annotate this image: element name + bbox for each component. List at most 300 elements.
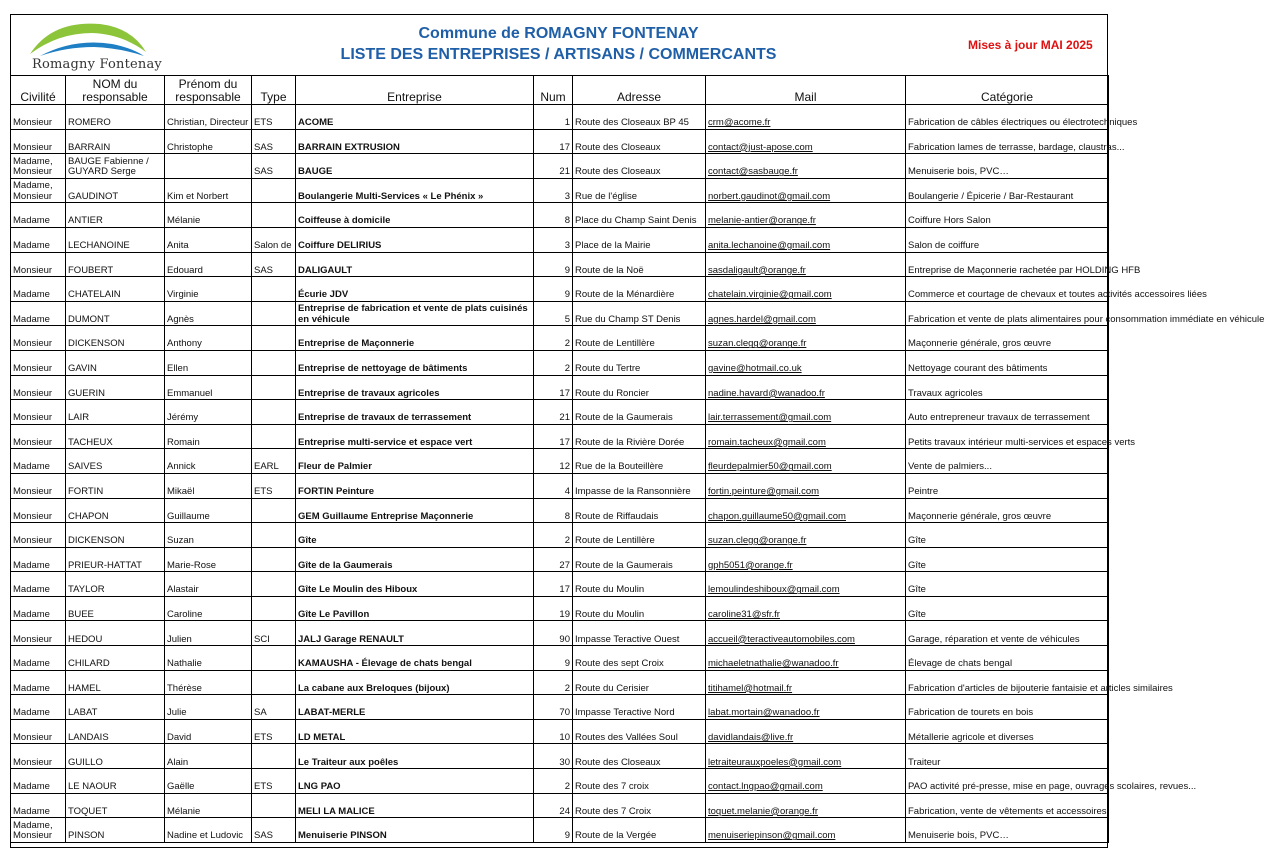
cell-prenom: Guillaume [165, 498, 252, 523]
cell-entreprise: Coiffeuse à domicile [296, 203, 534, 228]
table-row [11, 400, 1109, 425]
cell-mail[interactable]: menuiseriepinson@gmail.com [706, 818, 906, 843]
table-row [11, 154, 1109, 179]
col-prenom: Prénom du responsable [165, 76, 252, 105]
cell-civilite: Monsieur [11, 744, 66, 769]
page-subtitle: LISTE DES ENTREPRISES / ARTISANS / COMMERCANTS [340, 46, 777, 63]
cell-civilite: Madame, Monsieur [11, 818, 66, 843]
cell-categorie: Coiffure Hors Salon [906, 203, 1109, 228]
cell-civilite: Monsieur [11, 375, 66, 400]
cell-prenom [165, 154, 252, 179]
cell-mail[interactable]: norbert.gaudinot@gmail.com [706, 178, 906, 203]
cell-civilite: Madame [11, 277, 66, 302]
table-row [11, 473, 1109, 498]
cell-entreprise: Coiffure DELIRIUS [296, 227, 534, 252]
table-row [11, 572, 1109, 597]
cell-categorie: Menuiserie bois, PVC… [906, 818, 1109, 843]
cell-type [252, 203, 296, 228]
col-mail: Mail [706, 76, 906, 105]
cell-entreprise: GEM Guillaume Entreprise Maçonnerie [296, 498, 534, 523]
cell-categorie: Maçonnerie générale, gros œuvre [906, 326, 1109, 351]
cell-prenom: Caroline [165, 596, 252, 621]
table-row [11, 621, 1109, 646]
table-row [11, 670, 1109, 695]
cell-type [252, 375, 296, 400]
cell-adresse: Route du Cerisier [573, 670, 706, 695]
cell-categorie: Boulangerie / Épicerie / Bar-Restaurant [906, 178, 1109, 203]
cell-mail[interactable]: davidlandais@live.fr [706, 719, 906, 744]
cell-civilite: Madame [11, 695, 66, 720]
cell-mail[interactable]: suzan.clegg@orange.fr [706, 326, 906, 351]
cell-nom: SAIVES [66, 449, 165, 474]
cell-civilite: Monsieur [11, 129, 66, 154]
cell-nom: BARRAIN [66, 129, 165, 154]
cell-adresse: Route de la Gaumerais [573, 547, 706, 572]
cell-type: SA [252, 695, 296, 720]
cell-prenom: Romain [165, 424, 252, 449]
cell-num: 21 [534, 400, 573, 425]
cell-type [252, 400, 296, 425]
cell-num: 27 [534, 547, 573, 572]
cell-mail[interactable]: gph5051@orange.fr [706, 547, 906, 572]
update-notice: Mises à jour MAI 2025 [968, 38, 1093, 52]
cell-type [252, 350, 296, 375]
table-row [11, 252, 1109, 277]
cell-civilite: Monsieur [11, 473, 66, 498]
cell-civilite: Madame [11, 646, 66, 671]
table-row [11, 744, 1109, 769]
col-adresse: Adresse [573, 76, 706, 105]
cell-mail[interactable]: lemoulindeshiboux@gmail.com [706, 572, 906, 597]
cell-categorie: Gîte [906, 547, 1109, 572]
table-row [11, 547, 1109, 572]
cell-civilite: Madame [11, 572, 66, 597]
cell-entreprise: Fleur de Palmier [296, 449, 534, 474]
table-row [11, 375, 1109, 400]
table-row [11, 596, 1109, 621]
cell-type [252, 301, 296, 326]
table-row [11, 424, 1109, 449]
cell-type: SAS [252, 154, 296, 179]
cell-entreprise: LD METAL [296, 719, 534, 744]
cell-nom: CHATELAIN [66, 277, 165, 302]
table-row [11, 523, 1109, 548]
cell-adresse: Route des Closeaux [573, 129, 706, 154]
cell-civilite: Monsieur [11, 400, 66, 425]
cell-categorie: Travaux agricoles [906, 375, 1109, 400]
cell-prenom: Mélanie [165, 203, 252, 228]
cell-mail[interactable]: nadine.havard@wanadoo.fr [706, 375, 906, 400]
cell-adresse: Route des Closeaux [573, 744, 706, 769]
cell-num: 9 [534, 277, 573, 302]
companies-table [10, 75, 1264, 843]
cell-num: 2 [534, 350, 573, 375]
table-row [11, 498, 1109, 523]
cell-adresse: Impasse Teractive Ouest [573, 621, 706, 646]
cell-prenom: David [165, 719, 252, 744]
cell-num: 9 [534, 252, 573, 277]
cell-entreprise: Gîte Le Pavillon [296, 596, 534, 621]
cell-prenom: Alastair [165, 572, 252, 597]
cell-categorie: Entreprise de Maçonnerie rachetée par HOLDING HFB [906, 252, 1109, 277]
cell-type: SAS [252, 818, 296, 843]
cell-adresse: Rue de la Bouteillère [573, 449, 706, 474]
cell-nom: HEDOU [66, 621, 165, 646]
cell-adresse: Route de Lentillère [573, 326, 706, 351]
cell-num: 17 [534, 572, 573, 597]
cell-num: 90 [534, 621, 573, 646]
cell-categorie: Élevage de chats bengal [906, 646, 1109, 671]
cell-categorie: Nettoyage courant des bâtiments [906, 350, 1109, 375]
cell-mail[interactable]: chapon.guillaume50@gmail.com [706, 498, 906, 523]
cell-adresse: Route du Moulin [573, 572, 706, 597]
table-row [11, 793, 1109, 818]
cell-mail[interactable]: gavine@hotmail.co.uk [706, 350, 906, 375]
col-type: Type [252, 76, 296, 105]
cell-nom: BUEE [66, 596, 165, 621]
cell-nom: PINSON [66, 818, 165, 843]
cell-mail[interactable]: crm@acome.fr [706, 105, 906, 130]
cell-type [252, 793, 296, 818]
cell-prenom: Gaëlle [165, 769, 252, 794]
cell-entreprise: Écurie JDV [296, 277, 534, 302]
cell-num: 3 [534, 227, 573, 252]
cell-categorie: Fabrication lames de terrasse, bardage, claustras... [906, 129, 1109, 154]
cell-nom: TACHEUX [66, 424, 165, 449]
cell-categorie: Menuiserie bois, PVC… [906, 154, 1109, 179]
cell-num: 19 [534, 596, 573, 621]
cell-civilite: Madame [11, 449, 66, 474]
cell-num: 24 [534, 793, 573, 818]
cell-mail[interactable]: sasdaligault@orange.fr [706, 252, 906, 277]
cell-civilite: Madame [11, 547, 66, 572]
table-row [11, 129, 1109, 154]
cell-entreprise: Gîte [296, 523, 534, 548]
cell-categorie: Maçonnerie générale, gros œuvre [906, 498, 1109, 523]
cell-num: 1 [534, 105, 573, 130]
cell-categorie: Fabrication d'articles de bijouterie fantaisie et articles similaires [906, 670, 1109, 695]
cell-nom: LABAT [66, 695, 165, 720]
cell-nom: GAVIN [66, 350, 165, 375]
table-row [11, 695, 1109, 720]
cell-categorie: PAO activité pré-presse, mise en page, ouvrages scolaires, revues... [906, 769, 1109, 794]
cell-civilite: Madame, Monsieur [11, 154, 66, 179]
cell-type [252, 424, 296, 449]
table-row [11, 350, 1109, 375]
table-row [11, 105, 1109, 130]
cell-entreprise: KAMAUSHA - Élevage de chats bengal [296, 646, 534, 671]
cell-mail[interactable]: melanie-antier@orange.fr [706, 203, 906, 228]
cell-adresse: Route de Riffaudais [573, 498, 706, 523]
cell-adresse: Impasse Teractive Nord [573, 695, 706, 720]
cell-nom: GUERIN [66, 375, 165, 400]
cell-prenom: Anita [165, 227, 252, 252]
cell-num: 8 [534, 203, 573, 228]
cell-num: 4 [534, 473, 573, 498]
cell-categorie: Fabrication et vente de plats alimentaires pour consommation immédiate en véhicule [906, 301, 1109, 326]
cell-type: ETS [252, 769, 296, 794]
cell-prenom: Julie [165, 695, 252, 720]
cell-num: 12 [534, 449, 573, 474]
cell-type: Salon de [252, 227, 296, 252]
cell-categorie: Garage, réparation et vente de véhicules [906, 621, 1109, 646]
cell-categorie: Fabrication, vente de vêtements et accessoires [906, 793, 1109, 818]
cell-entreprise: LABAT-MERLE [296, 695, 534, 720]
cell-num: 3 [534, 178, 573, 203]
cell-type [252, 646, 296, 671]
cell-civilite: Madame [11, 596, 66, 621]
cell-type: ETS [252, 105, 296, 130]
cell-prenom: Christian, Directeur [165, 105, 252, 130]
cell-type: ETS [252, 719, 296, 744]
cell-num: 70 [534, 695, 573, 720]
cell-nom: TOQUET [66, 793, 165, 818]
cell-mail[interactable]: suzan.clegg@orange.fr [706, 523, 906, 548]
cell-categorie: Vente de palmiers... [906, 449, 1109, 474]
cell-entreprise: Gîte de la Gaumerais [296, 547, 534, 572]
cell-entreprise: Entreprise de travaux agricoles [296, 375, 534, 400]
cell-adresse: Route de la Gaumerais [573, 400, 706, 425]
cell-type [252, 277, 296, 302]
cell-num: 8 [534, 498, 573, 523]
cell-type [252, 326, 296, 351]
cell-categorie: Salon de coiffure [906, 227, 1109, 252]
cell-prenom: Julien [165, 621, 252, 646]
cell-num: 17 [534, 424, 573, 449]
cell-nom: GUILLO [66, 744, 165, 769]
cell-prenom: Marie-Rose [165, 547, 252, 572]
cell-civilite: Madame [11, 203, 66, 228]
cell-civilite: Monsieur [11, 498, 66, 523]
cell-categorie: Traiteur [906, 744, 1109, 769]
cell-civilite: Monsieur [11, 326, 66, 351]
cell-nom: FORTIN [66, 473, 165, 498]
cell-mail[interactable]: fleurdepalmier50@gmail.com [706, 449, 906, 474]
cell-adresse: Route des Closeaux BP 45 [573, 105, 706, 130]
cell-adresse: Place du Champ Saint Denis [573, 203, 706, 228]
table-row [11, 178, 1109, 203]
cell-type [252, 596, 296, 621]
cell-nom: DUMONT [66, 301, 165, 326]
cell-adresse: Route des 7 Croix [573, 793, 706, 818]
cell-civilite: Monsieur [11, 523, 66, 548]
col-civilite: Civilité [11, 76, 66, 105]
header-row [11, 76, 1109, 105]
cell-categorie: Fabrication de tourets en bois [906, 695, 1109, 720]
cell-adresse: Route des 7 croix [573, 769, 706, 794]
cell-adresse: Routes des Vallées Soul [573, 719, 706, 744]
cell-mail[interactable]: michaeletnathalie@wanadoo.fr [706, 646, 906, 671]
cell-prenom: Christophe [165, 129, 252, 154]
cell-nom: GAUDINOT [66, 178, 165, 203]
table-row [11, 203, 1109, 228]
cell-num: 2 [534, 326, 573, 351]
cell-mail[interactable]: caroline31@sfr.fr [706, 596, 906, 621]
cell-adresse: Route de la Rivière Dorée [573, 424, 706, 449]
cell-entreprise: BAUGE [296, 154, 534, 179]
cell-prenom: Emmanuel [165, 375, 252, 400]
col-nom: NOM du responsable [66, 76, 165, 105]
cell-num: 17 [534, 129, 573, 154]
cell-entreprise: FORTIN Peinture [296, 473, 534, 498]
cell-adresse: Route de Lentillère [573, 523, 706, 548]
cell-adresse: Route du Roncier [573, 375, 706, 400]
cell-civilite: Monsieur [11, 621, 66, 646]
table-row [11, 326, 1109, 351]
cell-adresse: Route des sept Croix [573, 646, 706, 671]
cell-nom: LECHANOINE [66, 227, 165, 252]
cell-type [252, 572, 296, 597]
cell-nom: FOUBERT [66, 252, 165, 277]
cell-mail[interactable]: accueil@teractiveautomobiles.com [706, 621, 906, 646]
cell-num: 17 [534, 375, 573, 400]
cell-nom: ANTIER [66, 203, 165, 228]
cell-entreprise: DALIGAULT [296, 252, 534, 277]
cell-nom: DICKENSON [66, 523, 165, 548]
cell-mail[interactable]: titihamel@hotmail.fr [706, 670, 906, 695]
cell-num: 2 [534, 670, 573, 695]
cell-num: 9 [534, 646, 573, 671]
cell-nom: LANDAIS [66, 719, 165, 744]
cell-num: 2 [534, 769, 573, 794]
cell-nom: DICKENSON [66, 326, 165, 351]
cell-entreprise: Entreprise multi-service et espace vert [296, 424, 534, 449]
cell-entreprise: Le Traiteur aux poêles [296, 744, 534, 769]
cell-prenom: Kim et Norbert [165, 178, 252, 203]
cell-categorie: Gîte [906, 596, 1109, 621]
cell-mail[interactable]: lair.terrassement@gmail.com [706, 400, 906, 425]
cell-prenom: Ellen [165, 350, 252, 375]
cell-mail[interactable]: contact@sasbauge.fr [706, 154, 906, 179]
cell-mail[interactable]: romain.tacheux@gmail.com [706, 424, 906, 449]
cell-mail[interactable]: chatelain.virginie@gmail.com [706, 277, 906, 302]
cell-type [252, 178, 296, 203]
cell-prenom: Thérèse [165, 670, 252, 695]
cell-type [252, 498, 296, 523]
table-row [11, 301, 1109, 326]
cell-civilite: Monsieur [11, 105, 66, 130]
cell-type [252, 744, 296, 769]
cell-adresse: Impasse de la Ransonnière [573, 473, 706, 498]
col-entreprise: Entreprise [296, 76, 534, 105]
table-row [11, 818, 1109, 843]
cell-num: 10 [534, 719, 573, 744]
table-row [11, 769, 1109, 794]
table-row [11, 646, 1109, 671]
cell-entreprise: Entreprise de Maçonnerie [296, 326, 534, 351]
cell-entreprise: Gîte Le Moulin des Hiboux [296, 572, 534, 597]
cell-prenom: Mélanie [165, 793, 252, 818]
cell-nom: CHAPON [66, 498, 165, 523]
cell-categorie: Peintre [906, 473, 1109, 498]
cell-mail[interactable]: anita.lechanoine@gmail.com [706, 227, 906, 252]
cell-mail[interactable]: agnes.hardel@gmail.com [706, 301, 906, 326]
cell-mail[interactable]: labat.mortain@wanadoo.fr [706, 695, 906, 720]
cell-civilite: Monsieur [11, 719, 66, 744]
cell-civilite: Madame [11, 227, 66, 252]
col-categorie: Catégorie [906, 76, 1109, 105]
cell-categorie: Commerce et courtage de chevaux et toutes activités accessoires liées [906, 277, 1109, 302]
cell-civilite: Madame [11, 769, 66, 794]
cell-entreprise: Entreprise de fabrication et vente de plats cuisinés en véhicule [296, 301, 534, 326]
cell-prenom: Agnès [165, 301, 252, 326]
cell-categorie: Petits travaux intérieur multi-services et espaces verts [906, 424, 1109, 449]
cell-nom: CHILARD [66, 646, 165, 671]
cell-entreprise: La cabane aux Breloques (bijoux) [296, 670, 534, 695]
cell-prenom: Edouard [165, 252, 252, 277]
logo-text: Romagny Fontenay [32, 57, 162, 72]
cell-civilite: Madame [11, 670, 66, 695]
cell-type: EARL [252, 449, 296, 474]
cell-categorie: Auto entrepreneur travaux de terrassement [906, 400, 1109, 425]
cell-type [252, 547, 296, 572]
cell-prenom: Anthony [165, 326, 252, 351]
cell-type: SAS [252, 129, 296, 154]
cell-nom: LE NAOUR [66, 769, 165, 794]
cell-adresse: Place de la Mairie [573, 227, 706, 252]
cell-adresse: Route des Closeaux [573, 154, 706, 179]
cell-num: 30 [534, 744, 573, 769]
table-row [11, 277, 1109, 302]
cell-entreprise: JALJ Garage RENAULT [296, 621, 534, 646]
cell-prenom: Alain [165, 744, 252, 769]
cell-adresse: Route du Moulin [573, 596, 706, 621]
cell-prenom: Nathalie [165, 646, 252, 671]
cell-mail[interactable]: contact@just-apose.com [706, 129, 906, 154]
cell-entreprise: Entreprise de travaux de terrassement [296, 400, 534, 425]
cell-num: 5 [534, 301, 573, 326]
cell-adresse: Rue du Champ ST Denis [573, 301, 706, 326]
cell-type [252, 670, 296, 695]
cell-adresse: Route de la Vergée [573, 818, 706, 843]
cell-mail[interactable]: fortin.peinture@gmail.com [706, 473, 906, 498]
table-row [11, 227, 1109, 252]
cell-mail[interactable]: letraiteurauxpoeles@gmail.com [706, 744, 906, 769]
table-row [11, 719, 1109, 744]
cell-type [252, 523, 296, 548]
cell-civilite: Madame [11, 793, 66, 818]
cell-prenom: Nadine et Ludovic [165, 818, 252, 843]
cell-nom: LAIR [66, 400, 165, 425]
cell-entreprise: Entreprise de nettoyage de bâtiments [296, 350, 534, 375]
cell-type: SAS [252, 252, 296, 277]
cell-prenom: Suzan [165, 523, 252, 548]
cell-num: 2 [534, 523, 573, 548]
cell-categorie: Gîte [906, 572, 1109, 597]
cell-adresse: Rue de l'église [573, 178, 706, 203]
page-title: Commune de ROMAGNY FONTENAY [418, 25, 699, 42]
cell-mail[interactable]: contact.lngpao@gmail.com [706, 769, 906, 794]
cell-entreprise: MELI LA MALICE [296, 793, 534, 818]
cell-civilite: Madame [11, 301, 66, 326]
cell-adresse: Route de la Noë [573, 252, 706, 277]
cell-nom: ROMERO [66, 105, 165, 130]
cell-prenom: Jérémy [165, 400, 252, 425]
cell-prenom: Virginie [165, 277, 252, 302]
col-num: Num [534, 76, 573, 105]
cell-type: ETS [252, 473, 296, 498]
cell-mail[interactable]: toquet.melanie@orange.fr [706, 793, 906, 818]
cell-entreprise: Menuiserie PINSON [296, 818, 534, 843]
cell-entreprise: Boulangerie Multi-Services « Le Phénix » [296, 178, 534, 203]
cell-adresse: Route de la Ménardière [573, 277, 706, 302]
cell-categorie: Gîte [906, 523, 1109, 548]
cell-nom: TAYLOR [66, 572, 165, 597]
table-row [11, 449, 1109, 474]
cell-num: 21 [534, 154, 573, 179]
cell-categorie: Fabrication de câbles électriques ou électrotechniques [906, 105, 1109, 130]
cell-entreprise: ACOME [296, 105, 534, 130]
